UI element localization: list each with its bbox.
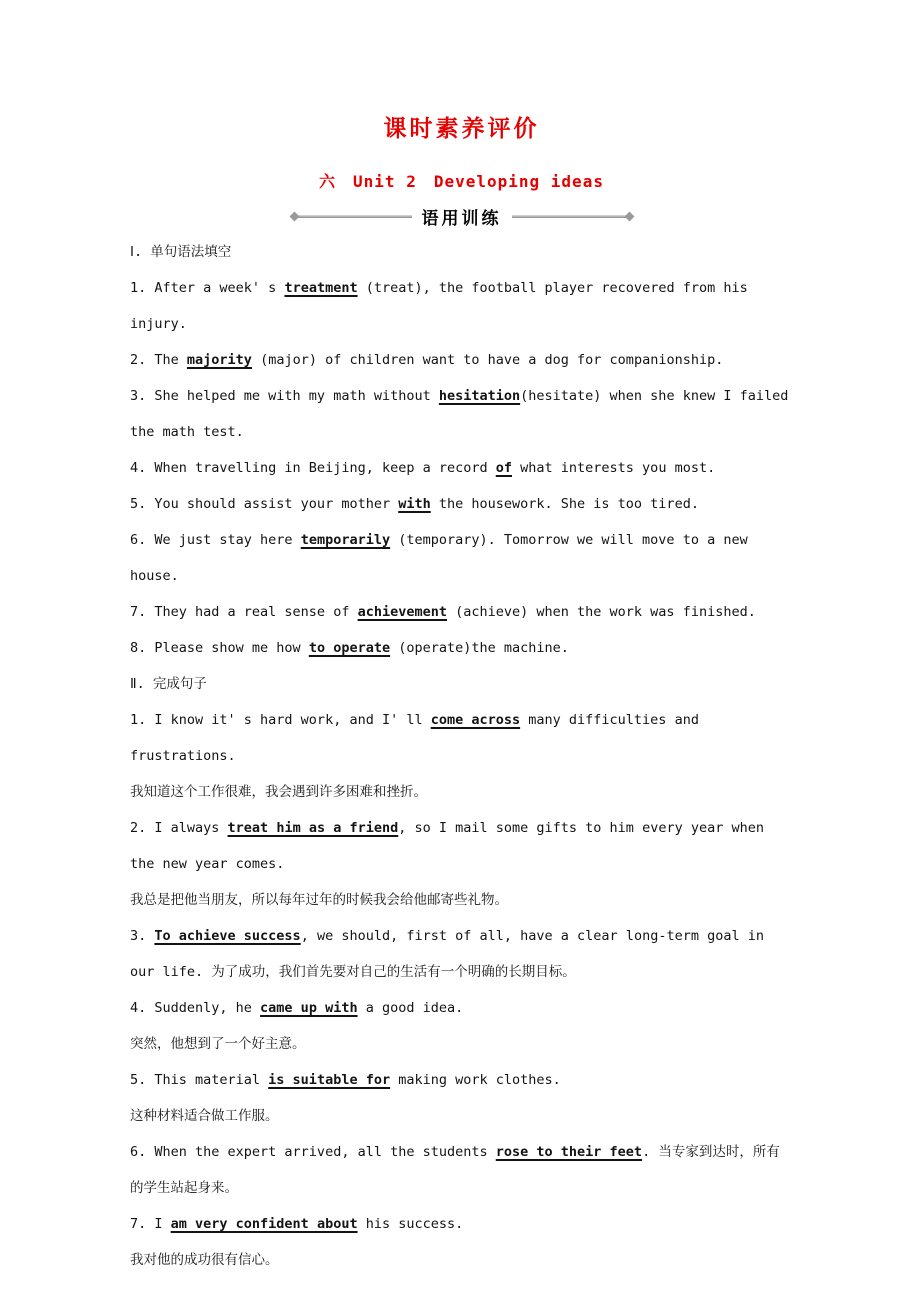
answer-blank: with <box>398 496 431 512</box>
text-segment: many difficulties and frustrations. <box>130 712 699 764</box>
text-segment: making work clothes. <box>390 1072 561 1088</box>
worksheet-paragraph <box>130 918 793 990</box>
text-segment: , we should, first of all, have a clear long-term goal in our life. 为了成功，我们首先要对自己的生活有一个明确的长期目标。 <box>130 928 764 980</box>
worksheet-paragraph <box>130 270 793 342</box>
answer-blank: hesitation <box>438 388 521 404</box>
worksheet-paragraph <box>130 486 793 522</box>
worksheet-paragraph <box>130 1026 793 1062</box>
worksheet-paragraph <box>130 882 793 918</box>
answer-blank: come across <box>430 712 521 728</box>
text-segment: Ⅰ. 单句语法填空 <box>130 244 232 260</box>
text-segment: (major) of children want to have a dog for companionship. <box>251 352 724 368</box>
worksheet-paragraph <box>130 702 793 774</box>
text-segment: 4. Suddenly, he <box>130 1000 261 1016</box>
text-segment: 6. We just stay here <box>130 532 301 548</box>
text-segment: . 当专家到达时，所有的学生站起身来。 <box>130 1144 780 1196</box>
text-segment: 这种材料适合做工作服。 <box>130 1108 279 1124</box>
answer-blank: am very confident about <box>170 1216 358 1232</box>
worksheet-paragraph <box>130 990 793 1026</box>
worksheet-paragraph <box>130 1098 793 1134</box>
text-segment: (temporary). Tomorrow we will move to a new house. <box>130 532 748 584</box>
text-segment: 7. I <box>130 1216 171 1232</box>
text-segment: (treat), the football player recovered from his injury. <box>130 280 748 332</box>
text-segment: (hesitate) when she knew I failed the math test. <box>130 388 789 440</box>
text-segment: 突然，他想到了一个好主意。 <box>130 1036 306 1052</box>
text-segment: a good idea. <box>357 1000 464 1016</box>
text-segment: , so I mail some gifts to him every year when the new year comes. <box>130 820 764 872</box>
worksheet-paragraph <box>130 774 793 810</box>
worksheet-paragraph <box>130 810 793 882</box>
text-segment: 1. After a week' s <box>130 280 285 296</box>
text-segment: 2. I always <box>130 820 228 836</box>
section-heading <box>130 666 793 702</box>
answer-blank: To achieve success <box>154 928 301 944</box>
text-segment: 4. When travelling in Beijing, keep a record <box>130 460 496 476</box>
worksheet-paragraph <box>130 342 793 378</box>
text-segment: 我总是把他当朋友，所以每年过年的时候我会给他邮寄些礼物。 <box>130 892 508 908</box>
text-segment: 8. Please show me how <box>130 640 309 656</box>
text-segment: 7. They had a real sense of <box>130 604 358 620</box>
worksheet-paragraph <box>130 522 793 594</box>
text-segment: what interests you most. <box>512 460 716 476</box>
answer-blank: achievement <box>357 604 447 620</box>
text-segment: the housework. She is too tired. <box>430 496 699 512</box>
text-segment: 我知道这个工作很难，我会遇到许多困难和挫折。 <box>130 784 427 800</box>
banner-title: 语用训练 <box>421 209 502 229</box>
section-banner <box>130 204 793 229</box>
text-segment: 3. <box>130 928 155 944</box>
answer-blank: rose to their feet <box>495 1144 643 1160</box>
text-segment: 1. I know it' s hard work, and I' ll <box>130 712 431 728</box>
section-heading <box>130 234 793 270</box>
text-segment: 我对他的成功很有信心。 <box>130 1252 279 1268</box>
answer-blank: came up with <box>260 1000 358 1016</box>
text-segment: his success. <box>357 1216 464 1232</box>
worksheet-paragraph <box>130 378 793 450</box>
worksheet-paragraph <box>130 450 793 486</box>
banner-rule-left-icon <box>294 215 412 218</box>
page-subtitle: 六 Unit 2 Developing ideas <box>319 172 604 191</box>
text-segment: 3. She helped me with my math without <box>130 388 439 404</box>
text-segment: 5. You should assist your mother <box>130 496 399 512</box>
worksheet-paragraph <box>130 1062 793 1098</box>
worksheet-paragraph <box>130 594 793 630</box>
answer-blank: treatment <box>284 280 358 296</box>
page-title: 课时素养评价 <box>383 116 540 142</box>
text-segment: 2. The <box>130 352 187 368</box>
worksheet-paragraph <box>130 630 793 666</box>
text-segment: (achieve) when the work was finished. <box>446 604 756 620</box>
worksheet-content <box>130 234 793 1278</box>
text-segment: 6. When the expert arrived, all the students <box>130 1144 496 1160</box>
worksheet-paragraph <box>130 1206 793 1242</box>
answer-blank: is suitable for <box>268 1072 391 1088</box>
worksheet-paragraph <box>130 1134 793 1206</box>
answer-blank: temporarily <box>300 532 391 548</box>
text-segment: (operate)the machine. <box>390 640 569 656</box>
worksheet-paragraph <box>130 1242 793 1278</box>
answer-blank: majority <box>186 352 252 368</box>
answer-blank: of <box>495 460 513 476</box>
answer-blank: to operate <box>308 640 391 656</box>
text-segment: Ⅱ. 完成句子 <box>130 676 207 692</box>
answer-blank: treat him as a friend <box>227 820 399 836</box>
text-segment: 5. This material <box>130 1072 269 1088</box>
banner-rule-right-icon <box>512 215 630 218</box>
